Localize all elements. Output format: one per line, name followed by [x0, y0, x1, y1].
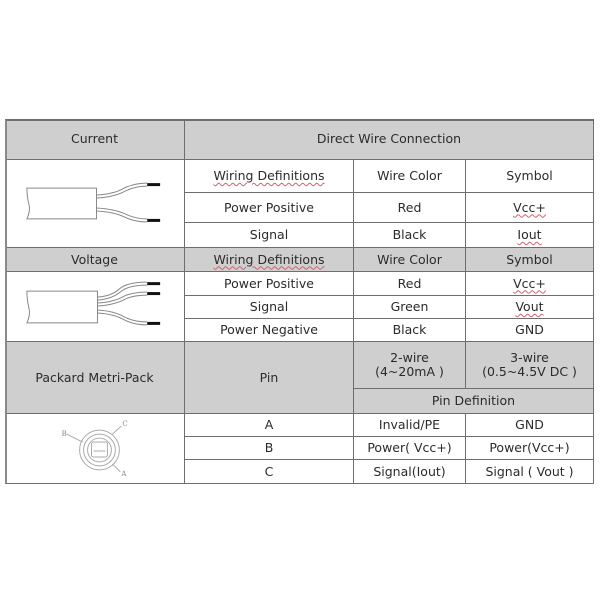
current-row-1-definition: Power Positive — [185, 193, 354, 223]
voltage-row-3-color: Black — [354, 319, 466, 342]
voltage-row-1-definition: Power Positive — [185, 272, 354, 296]
two-wire-label: 2-wire — [390, 350, 429, 365]
pin-row-c-two-wire: Signal(Iout) — [354, 460, 466, 484]
current-title: Current — [5, 119, 185, 160]
voltage-row-1-symbol — [466, 272, 594, 296]
wiring-table — [5, 119, 594, 484]
pin-header: Pin — [185, 342, 354, 414]
col-wire-color: Wire Color — [354, 160, 466, 193]
current-row-2-color: Black — [354, 223, 466, 248]
pin-row-c-three-wire: Signal ( Vout ) — [466, 460, 594, 484]
pin-definition-header: Pin Definition — [354, 389, 594, 414]
voltage-row-2-definition: Signal — [185, 296, 354, 319]
col-symbol: Symbol — [466, 160, 594, 193]
connector-icon — [5, 414, 185, 484]
pin-row-b-pin: B — [185, 437, 354, 460]
voltage-col-symbol: Symbol — [466, 248, 594, 272]
two-wire-range: (4~20mA ) — [375, 364, 444, 379]
voltage-col-wiring-definitions — [185, 248, 354, 272]
pin-row-a-three-wire: GND — [466, 414, 594, 437]
symbol-text: Vcc+ — [513, 199, 546, 215]
wiring-definitions-label: Wiring Definitions — [213, 251, 325, 267]
direct-wire-header: Direct Wire Connection — [185, 119, 594, 160]
pin-a-label: A — [121, 469, 127, 478]
packard-title-text: Packard Metri-Pack — [35, 369, 154, 385]
pin-row-b-three-wire: Power(Vcc+) — [466, 437, 594, 460]
voltage-title: Voltage — [5, 248, 185, 272]
symbol-text: Vcc+ — [513, 275, 546, 291]
three-wire-label: 3-wire — [510, 350, 549, 365]
voltage-row-2-symbol — [466, 296, 594, 319]
pin-row-c-pin: C — [185, 460, 354, 484]
pin-row-b-two-wire: Power( Vcc+) — [354, 437, 466, 460]
packard-title — [5, 342, 185, 414]
wiring-definitions-label: Wiring Definitions — [213, 168, 325, 183]
pin-row-a-pin: A — [185, 414, 354, 437]
current-row-2-symbol — [466, 223, 594, 248]
voltage-row-3-symbol: GND — [466, 319, 594, 342]
voltage-row-3-definition: Power Negative — [185, 319, 354, 342]
voltage-row-2-color: Green — [354, 296, 466, 319]
pin-row-a-two-wire: Invalid/PE — [354, 414, 466, 437]
voltage-row-1-color: Red — [354, 272, 466, 296]
current-row-2-definition: Signal — [185, 223, 354, 248]
two-wire-cable-icon — [5, 160, 185, 248]
voltage-col-wire-color: Wire Color — [354, 248, 466, 272]
two-wire-header — [354, 342, 466, 389]
pin-c-label: C — [122, 419, 128, 428]
three-wire-cable-icon — [5, 272, 185, 342]
symbol-text: Vout — [515, 299, 544, 314]
three-wire-header — [466, 342, 594, 389]
pin-b-label: B — [61, 429, 67, 438]
three-wire-range: (0.5~4.5V DC ) — [482, 364, 577, 379]
col-wiring-definitions — [185, 160, 354, 193]
symbol-text: Iout — [517, 227, 542, 242]
current-row-1-symbol — [466, 193, 594, 223]
current-row-1-color: Red — [354, 193, 466, 223]
